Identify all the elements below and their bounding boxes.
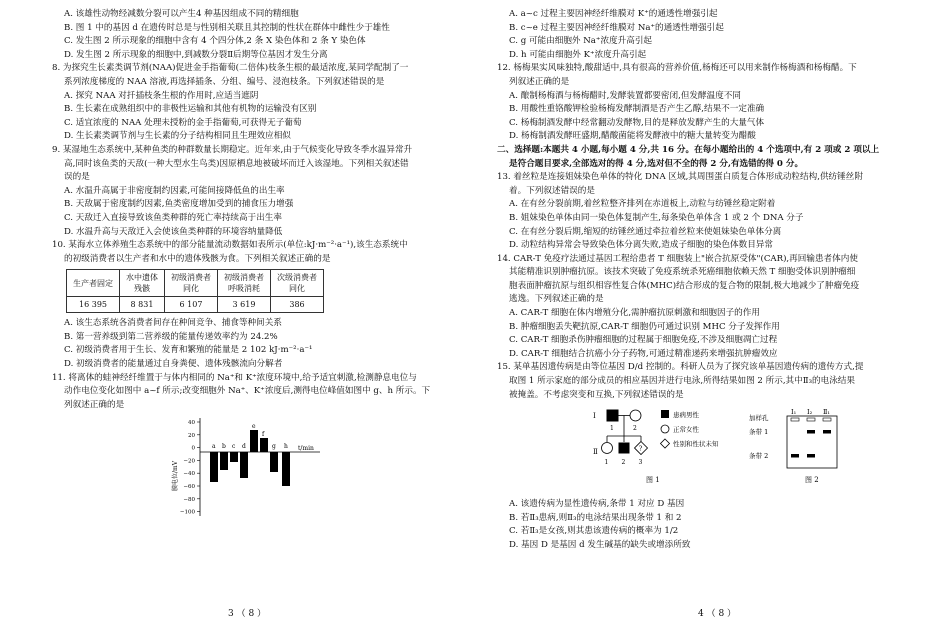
gel-header: 加样孔	[749, 414, 769, 423]
text-line: B. 第一营养级到第二营养级的能量传递效率约为 24.2%	[64, 331, 278, 342]
wave-bar	[260, 438, 268, 452]
normal-female-symbol	[630, 410, 641, 421]
generation-label: Ⅱ	[593, 448, 598, 457]
text-line: 的初级消费者以生产者和水中的遗体残骸为食。下列相关叙述正确的是	[64, 253, 331, 264]
text-line: 误的是	[64, 172, 90, 183]
unknown-mark: ?	[638, 444, 643, 453]
normal-female-symbol	[602, 443, 613, 454]
text-line: D. 初级消费者的能量通过自身粪便、遗体残骸流向分解者	[64, 359, 283, 370]
wave-ytick-label: −80	[183, 497, 195, 504]
text-line: 着。下列叙述错误的是	[509, 185, 595, 196]
figure-row	[497, 404, 922, 496]
text-line: 是符合题目要求,全部选对的得 4 分,选对但不全的得 2 分,有选错的得 0 分。	[509, 158, 804, 169]
text-line: A. 在有丝分裂前期,着丝粒整齐排列在赤道板上,动粒与纺锤丝稳定附着	[509, 199, 776, 210]
table-cell: 3 619	[218, 297, 271, 313]
band-label: 条带 2	[749, 452, 769, 461]
individual-number: 2	[621, 459, 626, 467]
wave-bar-label: h	[284, 443, 288, 451]
figure-caption: 图 1	[646, 476, 660, 485]
text-line: C. g 可能由细胞外 Na⁺浓度升高引起	[509, 36, 653, 47]
text-line: D. CAR-T 细胞结合抗癌小分子药物,可通过精准递药来增强抗肿瘤效应	[509, 348, 778, 359]
text-line: 胞表面肿瘤抗原与组织相容性复合体(MHC)结合形成的复合物的限制,极大地减少了肿瘤免疫	[509, 280, 860, 291]
wave-bar	[282, 452, 290, 486]
text-line: C. 适宜浓度的 NAA 处理未授粉的金手指葡萄,可获得无子葡萄	[64, 117, 302, 128]
text-line: 11. 将离体的蛙神经纤维置于与体内相同的 Na⁺和 K⁺浓度环境中,给予适宜刺激,检测静息电位与	[52, 372, 417, 383]
text-line: C. CAR-T 细胞杀伤肿瘤细胞的过程属于细胞免疫,不涉及细胞凋亡过程	[509, 335, 778, 346]
gel-electrophoresis-figure	[747, 404, 897, 486]
text-line: 取图 1 所示家庭的部分成员的相应基因并进行电泳,所得结果如图 2 所示,其中Ⅱ₃的电泳结果	[509, 376, 855, 387]
text-line: 动作电位变化如图中 a~f 所示;改变细胞外 Na⁺、K⁺浓度后,测得电位峰值如图中 g、h 所示。下	[64, 386, 431, 397]
left-page	[52, 8, 472, 526]
wave-bar-label: g	[272, 443, 276, 451]
text-line: A. 酿制杨梅酒与杨梅醋时,发酵装置都要密闭,但发酵温度不同	[509, 90, 741, 101]
individual-number: 1	[604, 459, 609, 467]
text-line: B. 肿瘤细胞丢失靶抗原,CAR-T 细胞仍可通过识别 MHC 分子发挥作用	[509, 321, 780, 332]
text-line: B. 生长素在成熟组织中的非极性运输和其他有机物的运输没有区别	[64, 104, 317, 115]
legend-label: 患病男性	[673, 411, 699, 420]
text-line: B. 姐妹染色单体由同一染色体复制产生,每条染色单体含 1 或 2 个 DNA 分子	[509, 212, 804, 223]
legend-label: 性别和性状未知	[673, 440, 719, 449]
text-line: 列叙述正确的是	[64, 399, 125, 410]
right-text-block-b	[497, 498, 922, 552]
wave-ytick-label: −40	[183, 471, 195, 478]
wave-ytick-label: −100	[179, 510, 195, 517]
gel-well	[823, 418, 831, 421]
gel-band	[791, 454, 799, 458]
table-header-cell: 次级消费者 同化	[271, 270, 324, 297]
text-line: D. 杨梅制酒发酵旺盛期,醋酸菌能将发酵液中的糖大量转变为醋酸	[509, 131, 756, 142]
wave-yticks	[180, 420, 200, 516]
text-line: 高,同时该鱼类的天敌(一种大型水生鸟类)因原栖息地被破坏而迁入该湿地。下列相关叙述错	[64, 158, 409, 169]
membrane-potential-figure	[170, 414, 330, 520]
table-cell: 8 831	[120, 297, 165, 313]
affected-male-symbol	[607, 410, 618, 421]
text-line: B. 图 1 中的基因 d 在遗传时总是与性别相关联且其控制的性状在群体中雌性少于雄性	[64, 22, 390, 33]
text-line: 10. 某海水立体养殖生态系统中的部分能量流动数据如表所示(单位:kJ·m⁻²·a⁻¹),该生态系统中	[52, 240, 408, 251]
wave-bar	[240, 452, 248, 478]
gel-lane-label: Ⅰ₁	[791, 408, 797, 417]
text-line: C. 天敌迁入直接导致该鱼类种群的死亡率持续高于出生率	[64, 212, 282, 223]
text-line: A. 水温升高属于非密度制约因素,可能间接降低鱼的出生率	[64, 185, 285, 196]
wave-ytick-label: −20	[183, 458, 195, 465]
text-line: C. 初级消费者用于生长、发育和繁殖的能量是 2 102 kJ·m⁻²·a⁻¹	[64, 345, 313, 356]
right-text-block-a	[497, 8, 922, 402]
text-line: A. a~c 过程主要因神经纤维膜对 K⁺的通透性增强引起	[509, 9, 718, 19]
wave-bar-label: e	[252, 423, 256, 431]
gel-band	[807, 430, 815, 434]
text-line: 被掩盖。不考虑突变和互换,下列叙述错误的是	[509, 389, 684, 400]
gel-band	[823, 430, 831, 434]
text-line: 8. 为探究生长素类调节剂(NAA)促进金手指葡萄(二倍体)枝条生根的最适浓度,某同学配制了一	[52, 63, 409, 74]
figure-caption: 图 2	[805, 476, 819, 485]
wave-bar	[230, 452, 238, 462]
table-cell: 6 107	[165, 297, 218, 313]
text-line: C. 杨梅制酒发酵中经常翻动发酵物,目的是释放发酵产生的大量气体	[509, 117, 765, 128]
text-line: D. 水温升高与天敌迁入会使该鱼类种群的环境容纳量降低	[64, 226, 283, 237]
text-line: C. 发生图 2 所示现象的细胞中含有 4 个四分体,2 条 X 染色体和 2 条 Y 染色体	[64, 36, 366, 47]
wave-bar	[220, 452, 228, 470]
table-header-cell: 生产者固定	[67, 270, 120, 297]
text-line: A. 该生态系统各消费者间存在种间竞争、捕食等种间关系	[64, 318, 282, 329]
wave-bar-label: f	[262, 431, 265, 439]
text-line: 二、选择题:本题共 4 小题,每小题 4 分,共 16 分。在每小题给出的 4 个选项中,有 2 项或 2 项以上	[497, 144, 880, 155]
text-line: D. 生长素类调节剂与生长素的分子结构相同且生理效应相似	[64, 131, 291, 142]
wave-bar-label: b	[222, 443, 226, 451]
gel-lane-label: Ⅰ₂	[807, 408, 813, 417]
text-line: 逃逸。下列叙述正确的是	[509, 294, 604, 305]
text-line: 其能精准识别肿瘤抗原。该技术突破了免疫系统杀死癌细胞依赖天然 T 细胞受体识别肿瘤细	[509, 267, 856, 278]
pedigree-figure	[591, 404, 741, 486]
text-line: D. 基因 D 是基因 d 发生碱基的缺失或增添所致	[509, 540, 691, 550]
wave-bar	[210, 452, 218, 482]
right-page-number: 4 （ 8 ）	[698, 609, 737, 619]
generation-label: Ⅰ	[593, 412, 596, 421]
table-header-cell: 初级消费者 同化	[165, 270, 218, 297]
gel-lane-label: Ⅱ₁	[823, 408, 831, 417]
legend-normal-female-icon	[661, 425, 669, 433]
table-header-cell: 水中遗体 残骸	[120, 270, 165, 297]
table-header-cell: 初级消费者 呼吸消耗	[218, 270, 271, 297]
wave-ytick-label: 20	[188, 433, 195, 440]
text-line: A. 该遗传病为显性遗传病,条带 1 对应 D 基因	[509, 499, 685, 510]
table-cell: 386	[271, 297, 324, 313]
left-text-block-a	[52, 8, 472, 266]
wave-ytick-label: 0	[191, 446, 195, 453]
energy-flow-table	[66, 269, 324, 313]
gel-frame	[787, 416, 837, 468]
legend-affected-male-icon	[661, 410, 669, 418]
right-page	[497, 8, 922, 553]
wave-bar-label: d	[242, 443, 246, 451]
table-row	[67, 297, 324, 313]
text-line: A. 该雄性动物经减数分裂可以产生4 种基因组成不同的精细胞	[64, 9, 299, 19]
individual-number: 3	[638, 459, 643, 467]
text-line: B. c~e 过程主要因神经纤维膜对 Na⁺的通透性增强引起	[509, 22, 724, 33]
legend-label: 正常女性	[673, 425, 699, 434]
wave-ytick-label: 40	[188, 420, 195, 427]
text-line: D. 发生图 2 所示现象的细胞中,到减数分裂Ⅱ后期等位基因才发生分离	[64, 49, 328, 60]
text-line: A. 探究 NAA 对扦插枝条生根的作用时,应适当遮阴	[64, 90, 259, 101]
text-line: D. h 可能由细胞外 K⁺浓度升高引起	[509, 49, 647, 60]
text-line: C. 在有丝分裂后期,缩短的纺锤丝通过牵拉着丝粒来使姐妹染色单体分离	[509, 226, 782, 237]
wave-bar	[250, 430, 258, 452]
wave-xlabel: t/min	[298, 445, 314, 453]
individual-number: 1	[610, 425, 614, 433]
gel-band	[807, 454, 815, 458]
text-line: C. 若Ⅱ₃是女孩,则其患该遗传病的概率为 1/2	[509, 526, 679, 537]
band-label: 条带 1	[749, 428, 769, 437]
table-header-row	[67, 270, 324, 297]
text-line: A. CAR-T 细胞在体内增殖分化,需肿瘤抗原刺激和细胞因子的作用	[509, 308, 760, 319]
gel-well	[791, 418, 799, 421]
individual-number: 2	[633, 425, 637, 433]
text-line: 12. 杨梅果实风味独特,酸甜适中,具有很高的营养价值,杨梅还可以用来制作杨梅酒和杨梅醋。下	[497, 63, 857, 74]
wave-bar	[270, 452, 278, 472]
text-line: 15. 某单基因遗传病是由等位基因 D/d 控制的。科研人员为了探究该单基因遗传病的遗传方式,提	[497, 362, 864, 373]
wave-bar-label: a	[212, 443, 216, 451]
gel-well	[807, 418, 815, 421]
wave-ytick-label: −60	[183, 484, 195, 491]
text-line: B. 天敌属于密度制约因素,鱼类密度增加受到的捕食压力增强	[64, 199, 294, 210]
affected-male-symbol	[619, 443, 630, 454]
wave-ylabel: 膜电位/mV	[172, 461, 179, 492]
left-text-block-b	[52, 317, 472, 412]
wave-bar-label: c	[232, 443, 236, 451]
legend-unknown-icon	[661, 439, 670, 448]
wave-bars	[210, 430, 290, 486]
text-line: 13. 着丝粒是连接姐妹染色单体的特化 DNA 区域,其周围蛋白质复合体形成动粒结构,供纺锤丝附	[497, 172, 863, 183]
text-line: 系列浓度梯度的 NAA 溶液,再选择插条、分组、编号、浸泡枝条。下列叙述错误的是	[64, 76, 385, 87]
left-page-number: 3 （ 8 ）	[228, 609, 267, 619]
text-line: B. 若Ⅱ₃患病,则Ⅱ₃的电泳结果出现条带 1 和 2	[509, 512, 682, 523]
text-line: 9. 某湿地生态系统中,某种鱼类的种群数量长期稳定。近年来,由于气候变化导致冬季水温异常升	[52, 144, 413, 155]
table-cell: 16 395	[67, 297, 120, 313]
text-line: B. 用酸性重铬酸钾检验杨梅发酵制酒是否产生乙醇,结果不一定准确	[509, 104, 765, 115]
text-line: 14. CAR-T 免疫疗法通过基因工程给患者 T 细胞装上"嵌合抗原受体"(CAR),再回输患者体内使	[497, 253, 858, 264]
text-line: 列叙述正确的是	[509, 76, 570, 87]
text-line: D. 动粒结构异常会导致染色体分离失败,造成子细胞的染色体数目异常	[509, 240, 773, 251]
